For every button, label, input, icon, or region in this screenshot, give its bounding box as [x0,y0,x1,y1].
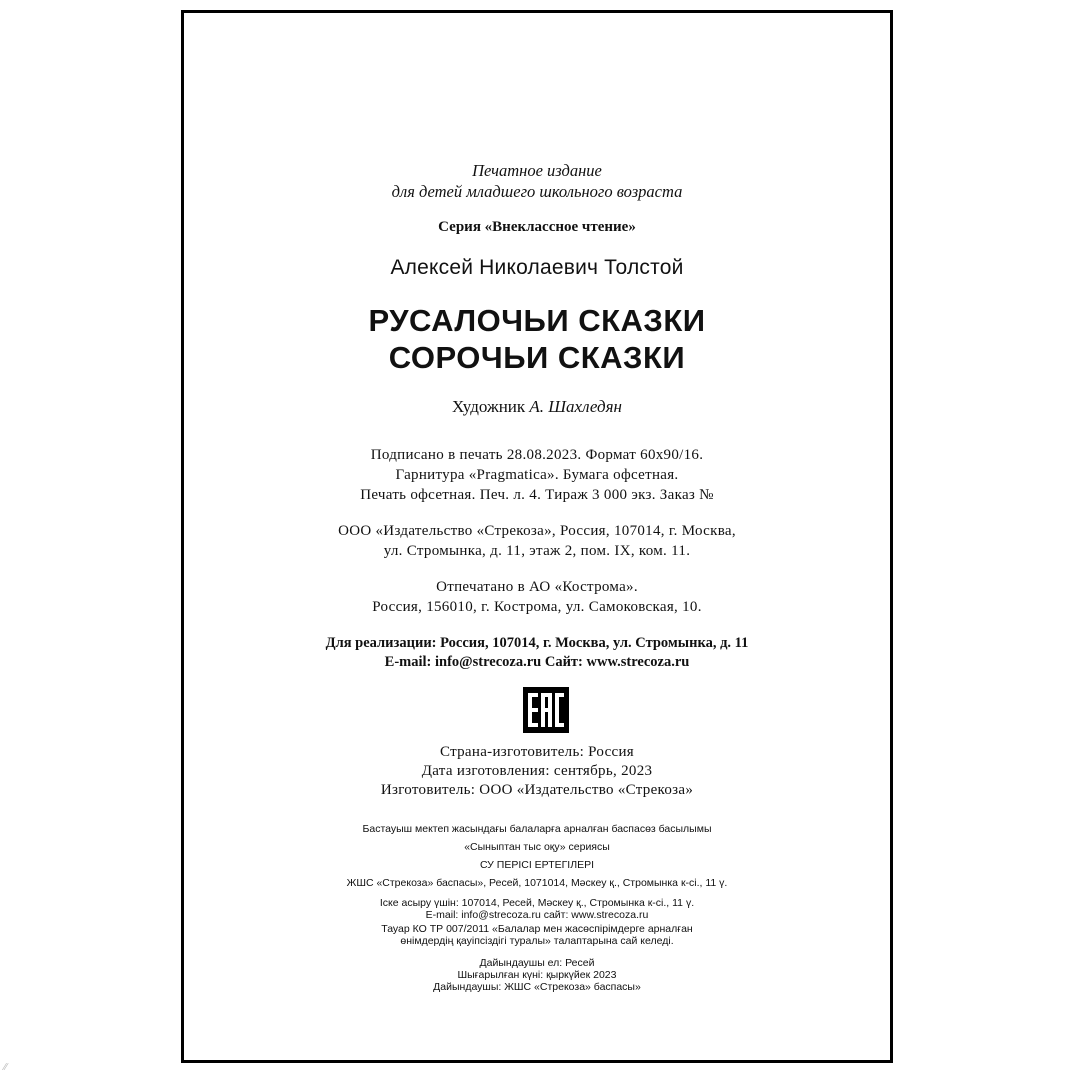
sales-contacts: E-mail: info@strecoza.ru Сайт: www.strecoza.ru [384,654,690,670]
series-label: Серия «Внеклассное чтение» [438,219,636,235]
kz-line-5: Іске асыру үшін: 107014, Ресей, Мәскеу қ., Стромынка к-сі., 11 ү. [379,897,695,909]
manufacture-date: Дата изготовления: сентябрь, 2023 [421,763,653,779]
artist-name: А. Шахледян [529,397,622,416]
book-title-line-2: СОРОЧЬИ СКАЗКИ [388,340,686,375]
kz-line-10: Шығарылған күні: қыркүйек 2023 [457,969,617,981]
publisher-line-1: ООО «Издательство «Стрекоза», Россия, 107014, г. Москва, [338,523,736,539]
print-info-line-3: Печать офсетная. Печ. л. 4. Тираж 3 000 экз. Заказ № [360,487,714,503]
kz-line-1: Бастауыш мектеп жасындағы балаларға арналған баспасөз басылымы [362,823,712,835]
kz-line-2: «Сыныптан тыс оқу» сериясы [464,841,610,853]
kz-line-8: өнімдердің қауіпсіздігі туралы» талаптарына сай келеді. [400,935,674,947]
eac-icon [523,687,569,733]
kz-line-7: Тауар КО ТР 007/2011 «Балалар мен жасөспірімдерге арналған [381,923,693,935]
book-imprint-page [181,10,893,1063]
manufacturer: Изготовитель: ООО «Издательство «Стрекоза» [380,782,694,798]
kz-line-3: СУ ПЕРІСІ ЕРТЕГІЛЕРІ [479,859,595,871]
artist-label: Художник [452,397,530,416]
artist-credit [184,397,890,417]
printer-line-1: Отпечатано в АО «Кострома». [436,579,638,595]
corner-mark: ∕∕ [4,1062,8,1073]
kz-line-4: ЖШС «Стрекоза» баспасы», Ресей, 1071014, Мәскеу қ., Стромынка к-сі., 11 ү. [346,877,728,889]
kz-line-9: Дайындаушы ел: Ресей [479,957,595,969]
printer-line-2: Россия, 156010, г. Кострома, ул. Самоковская, 10. [372,599,702,615]
book-title-line-1: РУСАЛОЧЬИ СКАЗКИ [368,303,706,338]
intro-line-2: для детей младшего школьного возраста [391,182,683,201]
kz-line-11: Дайындаушы: ЖШС «Стрекоза» баспасы» [433,981,641,993]
intro-line-1: Печатное издание [472,161,602,180]
print-info-line-1: Подписано в печать 28.08.2023. Формат 60x90/16. [370,447,704,463]
sales-line-1: Для реализации: Россия, 107014, г. Москва, ул. Стромынка, д. 11 [325,635,749,651]
kz-line-6: E-mail: info@strecoza.ru сайт: www.strecoza.ru [425,909,649,921]
manufacture-country: Страна-изготовитель: Россия [439,744,635,760]
publisher-line-2: ул. Стромынка, д. 11, этаж 2, пом. IX, ком. 11. [383,543,691,559]
print-info-line-2: Гарнитура «Pragmatica». Бумага офсетная. [395,467,679,483]
author-name: Алексей Николаевич Толстой [390,256,684,279]
